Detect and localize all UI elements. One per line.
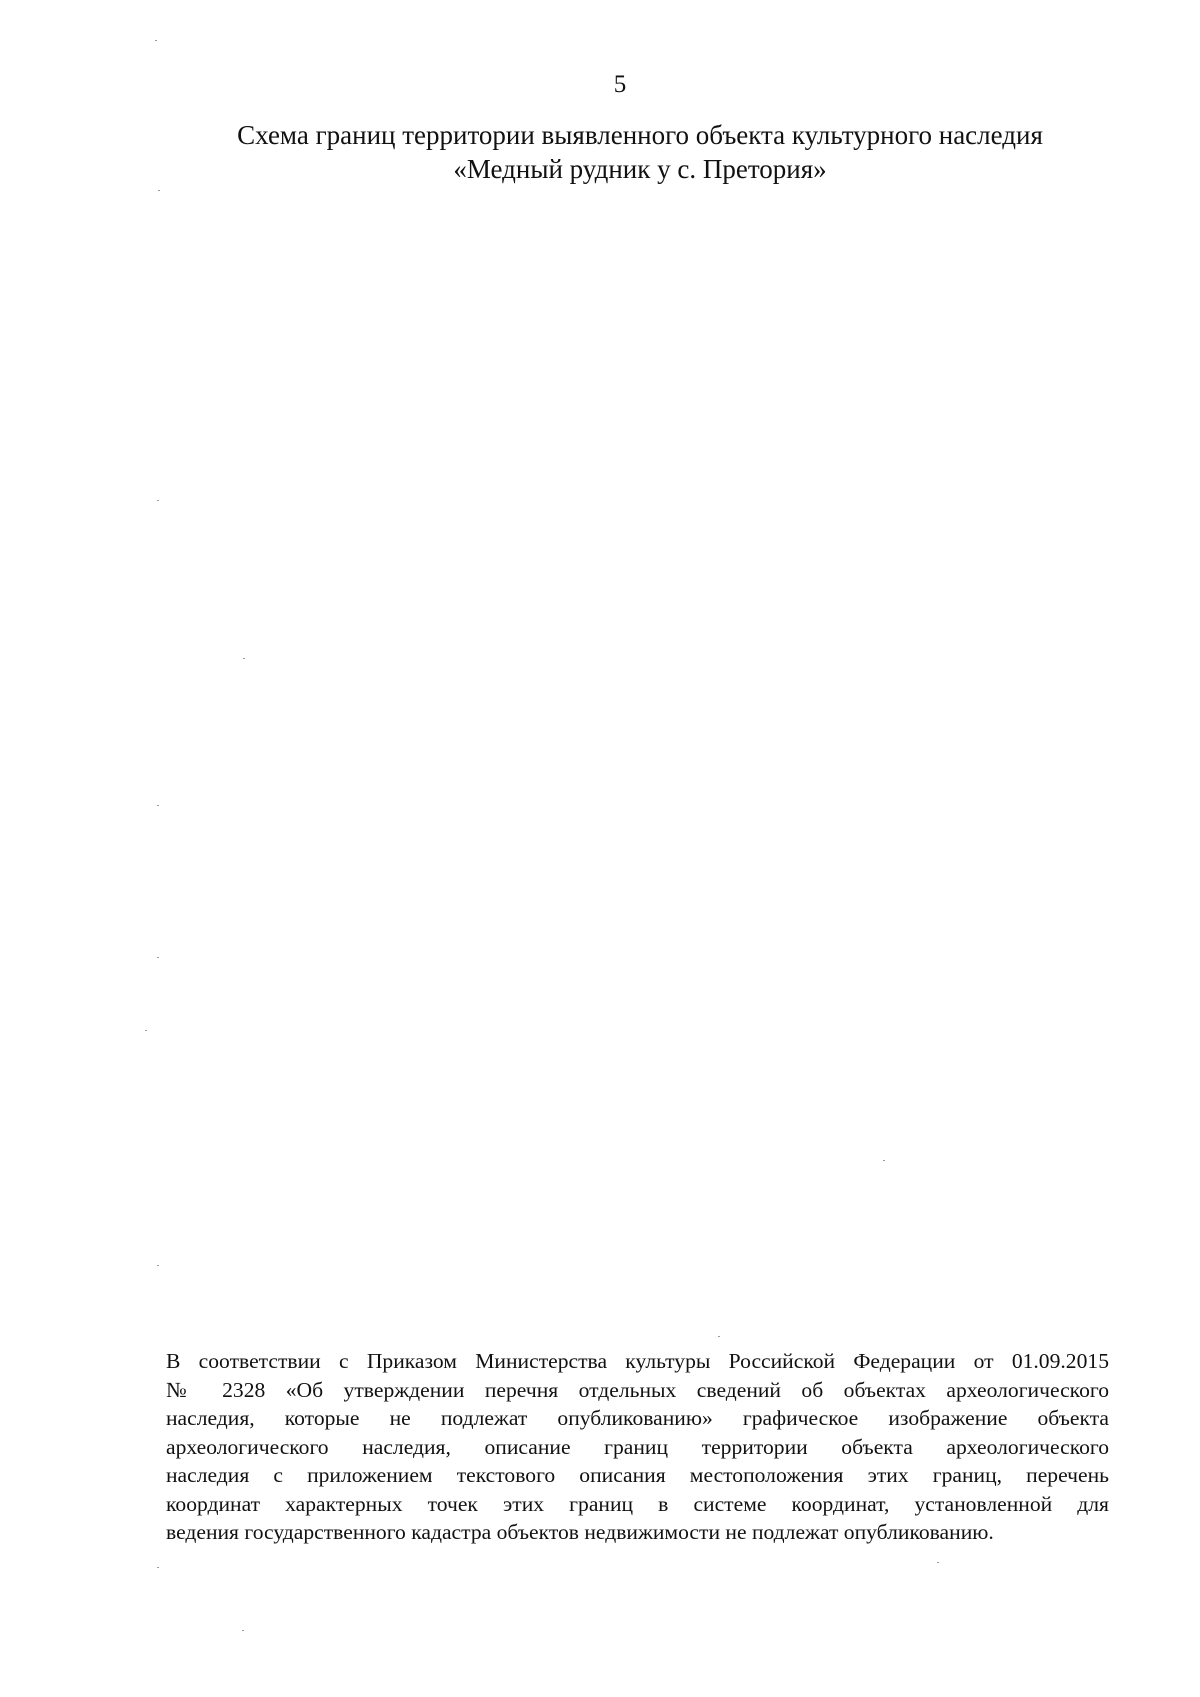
scan-speck — [157, 1265, 159, 1266]
notice-line-3: наследия, которые не подлежат опубликованию» графическое изображение объекта — [166, 1406, 1109, 1430]
scan-speck — [155, 40, 157, 41]
scan-speck — [242, 1630, 244, 1631]
scan-speck — [157, 500, 159, 501]
scan-speck — [243, 658, 245, 659]
notice-line-7: ведения государственного кадастра объектов недвижимости не подлежат опубликованию. — [166, 1520, 994, 1544]
notice-line-5: наследия с приложением текстового описания местоположения этих границ, перечень — [166, 1463, 1109, 1487]
publication-notice — [166, 1347, 1109, 1547]
scan-speck — [157, 957, 159, 958]
title-line-2: «Медный рудник у с. Претория» — [453, 154, 827, 184]
scan-speck — [883, 1160, 885, 1161]
notice-line-6: координат характерных точек этих границ в системе координат, установленной для — [166, 1491, 1109, 1516]
notice-line-1: В соответствии с Приказом Министерства культуры Российской Федерации от 01.09.2015 — [166, 1349, 1109, 1373]
notice-line-2: № 2328 «Об утверждении перечня отдельных сведений об объектах археологического — [166, 1377, 1109, 1402]
scan-speck — [157, 1567, 159, 1568]
document-title — [140, 118, 1140, 186]
scan-speck — [157, 805, 159, 806]
scan-speck — [937, 1562, 939, 1563]
notice-line-4: археологического наследия, описание границ территории объекта археологического — [166, 1434, 1109, 1459]
scan-speck — [145, 1030, 147, 1031]
page-number: 5 — [613, 71, 627, 98]
scan-speck — [158, 190, 160, 191]
title-line-1: Схема границ территории выявленного объекта культурного наследия — [237, 120, 1043, 150]
scan-speck — [718, 1336, 720, 1337]
